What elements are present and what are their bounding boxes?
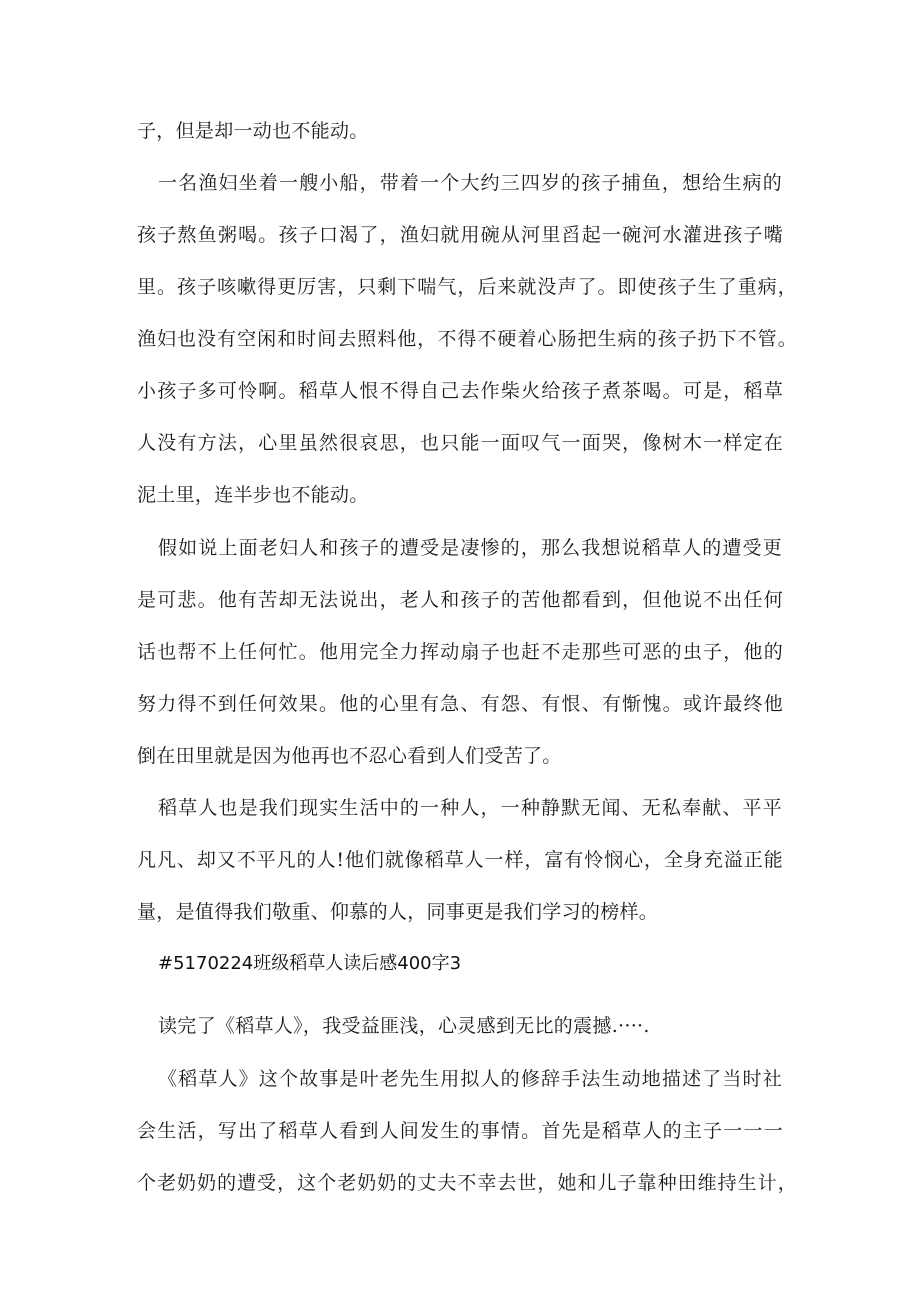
text-line: 泥土里，连半步也不能动。 [137, 484, 369, 506]
text-line: 《稻草人》这个故事是叶老先生用拟人的修辞手法生动地描述了当时社 [158, 1068, 782, 1090]
text-line: 会生活，写出了稻草人看到人间发生的事情。首先是稻草人的主子一一一 [137, 1120, 783, 1142]
text-line: 孩子熬鱼粥喝。孩子口渴了，渔妇就用碗从河里舀起一碗河水灌进孩子嘴 [137, 224, 783, 246]
text-line: 努力得不到任何效果。他的心里有急、有怨、有恨、有惭愧。或许最终他 [137, 693, 783, 715]
text-line: 小孩子多可怜啊。稻草人恨不得自己去作柴火给孩子煮茶喝。可是，稻草 [137, 380, 783, 402]
text-line: 渔妇也没有空闲和时间去照料他，不得不硬着心肠把生病的孩子扔下不管。 [137, 328, 797, 350]
text-line: 假如说上面老妇人和孩子的遭受是凄惨的，那么我想说稻草人的遭受更 [158, 537, 782, 559]
text-line: 子，但是却一动也不能动。 [137, 120, 369, 142]
text-line: 人没有方法，心里虽然很哀思，也只能一面叹气一面哭，像树木一样定在 [137, 432, 783, 454]
text-line: 倒在田里就是因为他再也不忍心看到人们受苦了。 [137, 745, 562, 767]
text-line: 个老奶奶的遭受，这个老奶奶的丈夫不幸去世，她和儿子靠种田维持生计， [137, 1172, 797, 1194]
text-line: 话也帮不上任何忙。他用完全力挥动扇子也赶不走那些可恶的虫子，他的 [137, 641, 783, 663]
text-line: 是可悲。他有苦却无法说出，老人和孩子的苦他都看到，但他说不出任何 [137, 589, 783, 611]
text-line: 凡凡、却又不平凡的人!他们就像稻草人一样，富有怜悯心，全身充溢正能 [137, 849, 783, 871]
text-line: 里。孩子咳嗽得更厉害，只剩下喘气，后来就没声了。即使孩子生了重病， [137, 276, 797, 298]
text-line: 量，是值得我们敬重、仰慕的人，同事更是我们学习的榜样。 [137, 901, 659, 923]
text-line: 稻草人也是我们现实生活中的一种人，一种静默无闻、无私奉献、平平 [158, 797, 782, 819]
text-line: 读完了《稻草人》，我受益匪浅，心灵感到无比的震撼.····. [158, 1015, 650, 1037]
text-line: 一名渔妇坐着一艘小船，带着一个大约三四岁的孩子捕鱼，想给生病的 [158, 172, 782, 194]
section-heading: #5170224班级稻草人读后感400字3 [158, 953, 462, 974]
